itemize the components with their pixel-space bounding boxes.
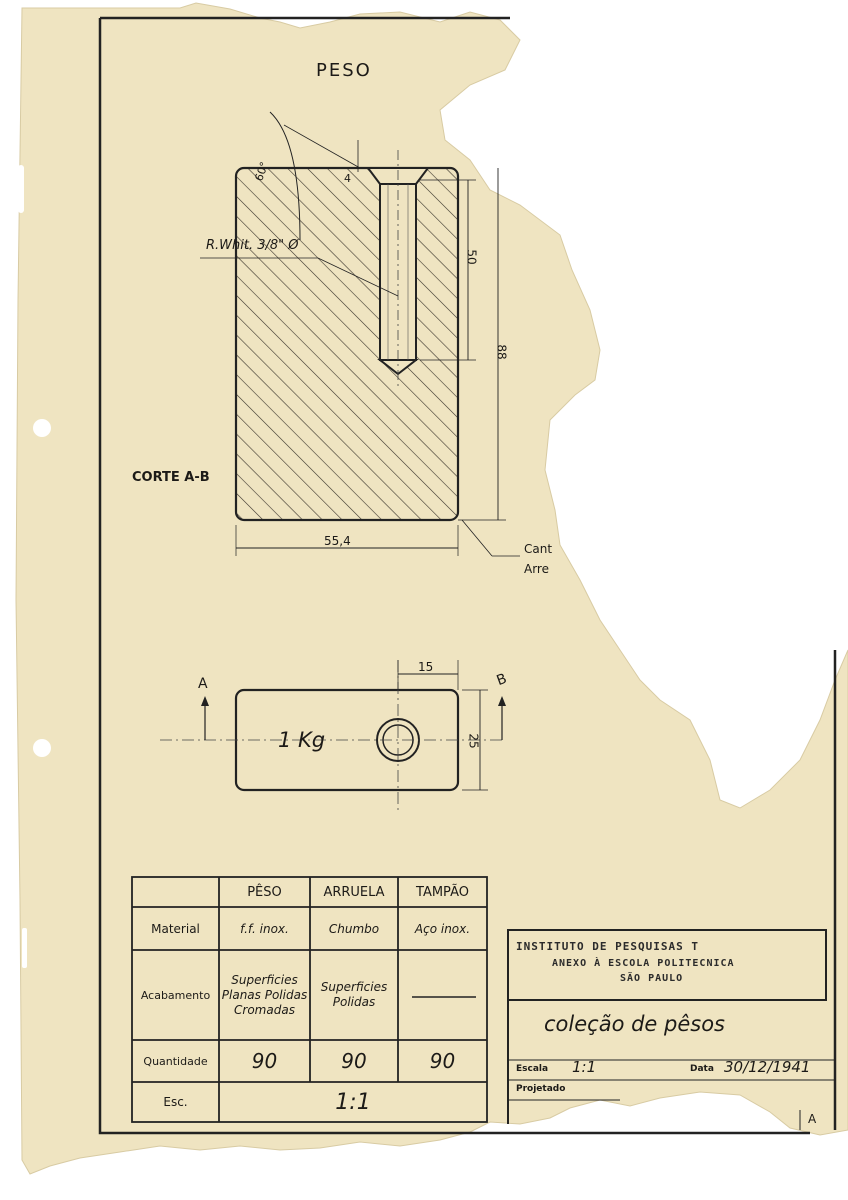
material-arruela: Chumbo	[328, 921, 380, 936]
title-scale-value: 1:1	[572, 1058, 597, 1076]
material-tampao: Aço inox.	[414, 921, 471, 936]
weight-label: 1 Kg	[278, 728, 326, 752]
sheet-letter: A	[808, 1112, 817, 1126]
row-label-acabamento: Acabamento	[140, 988, 211, 1002]
drawing-title: PESO	[316, 60, 372, 81]
angle-label: 60°	[252, 160, 272, 183]
material-peso: f.f. inox.	[240, 921, 289, 936]
quantidade-peso: 90	[251, 1049, 278, 1073]
dim-width: 55,4	[324, 534, 351, 548]
section-mark-b: B	[494, 670, 510, 690]
institute-city: SÃO PAULO	[620, 973, 684, 984]
section-body	[236, 168, 458, 520]
header-peso: PÊSO	[247, 884, 282, 900]
quantidade-tampao: 90	[429, 1049, 456, 1073]
depth-label: 4	[344, 172, 351, 185]
acabamento-arruela: Superficies Polidas	[320, 980, 388, 1009]
header-tampao: TAMPÃO	[416, 884, 469, 900]
note-line-2: Arre	[524, 562, 549, 576]
binder-hole	[33, 739, 51, 757]
dim-88: 88	[494, 344, 509, 360]
institute-name: INSTITUTO DE PESQUISAS T	[516, 940, 699, 953]
quantidade-arruela: 90	[341, 1049, 367, 1073]
date-caption: Data	[690, 1064, 714, 1074]
section-label: CORTE A-B	[132, 470, 210, 485]
binder-hole	[33, 419, 51, 437]
dim-50: 50	[464, 249, 479, 265]
row-label-material: Material	[151, 921, 200, 936]
acabamento-peso: Superficies Planas Polidas Cromadas	[221, 972, 308, 1017]
row-label-quantidade: Quantidade	[143, 1054, 208, 1068]
designer-caption: Projetado	[516, 1084, 566, 1094]
note-line-1: Cant	[524, 542, 553, 556]
scale-caption: Escala	[516, 1064, 549, 1074]
section-mark-a: A	[198, 676, 208, 692]
header-arruela: ARRUELA	[323, 884, 385, 900]
thread-label: R.Whit. 3/8" Ø	[206, 238, 299, 253]
dim-25: 25	[466, 733, 481, 749]
institute-annex: ANEXO À ESCOLA POLITECNICA	[552, 958, 735, 969]
dim-15: 15	[418, 660, 434, 674]
date-value: 30/12/1941	[724, 1058, 811, 1076]
scale-value: 1:1	[335, 1089, 371, 1115]
drawing-subject: coleção de pêsos	[544, 1012, 725, 1036]
scale-label: Esc.	[163, 1095, 188, 1109]
